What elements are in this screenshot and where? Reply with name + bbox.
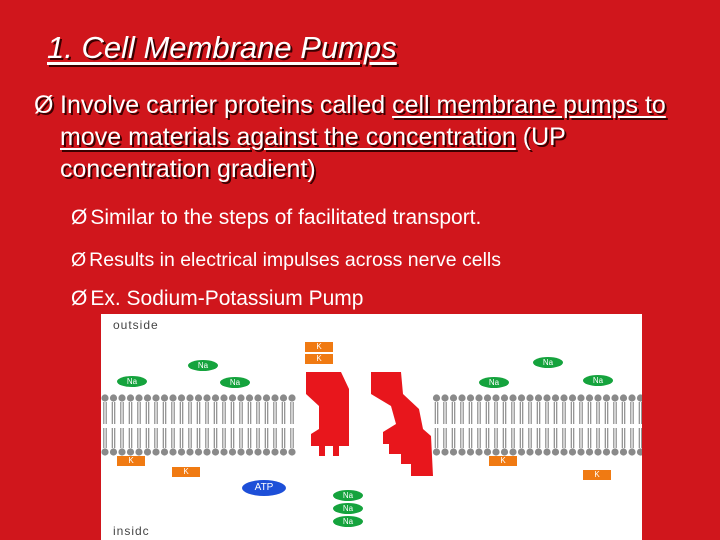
lipid-head [450,448,457,455]
lipid-head [577,394,584,401]
lipid-head [127,394,134,401]
lipid-head [628,394,635,401]
lipid-head [535,394,542,401]
lipid-head [569,394,576,401]
lipid-head [161,448,168,455]
lipid-head [263,394,270,401]
lipid-head [492,394,499,401]
lipid-head [178,394,185,401]
lipid-head [475,448,482,455]
lipid-head [271,448,278,455]
lipid-head [611,394,618,401]
lipid-head [518,394,525,401]
lipid-head [620,448,627,455]
lipid-head [467,394,474,401]
sub-bullet-text: Ex. Sodium-Potassium Pump [90,287,364,310]
potassium-ion: K [172,467,200,477]
membrane-svg [101,314,642,540]
lipid-head [577,448,584,455]
lipid-head [280,394,287,401]
lipid-head [603,448,610,455]
lipid-head [518,448,525,455]
lipid-head [212,394,219,401]
potassium-ion: K [583,470,611,480]
sub-bullet-text: Similar to the steps of facilitated transport. [90,206,482,229]
lipid-head [441,448,448,455]
bullet-arrow: Ø [71,287,88,310]
sub-bullet [71,287,363,311]
lipid-head [450,394,457,401]
lipid-head [441,394,448,401]
sodium-ion: Na [117,376,147,387]
lipid-head [101,394,108,401]
bullet-underlined-term: cell membrane pumps to move materials against the concentration [60,91,666,151]
atp-molecule: ATP [242,480,286,496]
lipid-head [195,394,202,401]
lipid-head [246,394,253,401]
main-bullet-text [60,89,720,185]
lipid-head [552,448,559,455]
lipid-head [484,394,491,401]
lipid-head [271,394,278,401]
lipid-head [169,394,176,401]
lipid-head [552,394,559,401]
lipid-head [543,448,550,455]
slide-title: 1. Cell Membrane Pumps [47,30,397,65]
lipid-head [152,448,159,455]
lipid-head [288,448,295,455]
lipid-head [501,448,508,455]
lipid-head [237,394,244,401]
lipid-head [212,448,219,455]
lipid-head [195,448,202,455]
lipid-head [501,394,508,401]
lipid-head [254,448,261,455]
lipid-head [526,448,533,455]
lipid-head [492,448,499,455]
lipid-head [254,394,261,401]
lipid-head [594,448,601,455]
lipid-head [586,394,593,401]
lipid-head [161,394,168,401]
lipid-head [637,394,642,401]
lipid-head [280,448,287,455]
lipid-head [169,448,176,455]
lipid-head [543,394,550,401]
lipid-head [458,448,465,455]
lipid-head [246,448,253,455]
bullet-text-part: (UP concentration gradient) [60,123,566,183]
sub-bullet [71,249,501,272]
lipid-head [144,448,151,455]
lipid-head [603,394,610,401]
lipid-head [135,448,142,455]
lipid-bilayer [101,394,642,455]
lipid-head [263,448,270,455]
potassium-ion: K [305,342,333,352]
sodium-ion: Na [333,516,363,527]
lipid-head [620,394,627,401]
lipid-head [186,448,193,455]
sodium-ion: Na [479,377,509,388]
pump-protein [306,372,433,476]
sodium-ion: Na [583,375,613,386]
lipid-head [594,394,601,401]
sub-bullet [71,206,481,230]
lipid-head [628,448,635,455]
lipid-head [526,394,533,401]
lipid-head [433,448,440,455]
lipid-head [144,394,151,401]
lipid-head [229,394,236,401]
lipid-head [484,448,491,455]
lipid-head [110,394,117,401]
sub-bullet-text: Results in electrical impulses across nerve cells [89,249,501,271]
lipid-head [458,394,465,401]
potassium-ion: K [489,456,517,466]
lipid-head [637,448,642,455]
lipid-head [560,448,567,455]
bullet-arrow: Ø [71,249,87,271]
bullet-arrow: Ø [34,91,54,119]
pump-left-half [306,372,349,456]
lipid-head [509,448,516,455]
potassium-ion: K [117,456,145,466]
lipid-head [560,394,567,401]
lipid-head [611,448,618,455]
bullet-arrow: Ø [71,206,88,229]
sodium-ion: Na [333,503,363,514]
potassium-ion: K [305,354,333,364]
lipid-head [475,394,482,401]
lipid-head [203,394,210,401]
lipid-head [535,448,542,455]
lipid-head [586,448,593,455]
lipid-head [118,448,125,455]
lipid-head [220,448,227,455]
lipid-head [288,394,295,401]
outside-label: outside [113,318,159,332]
sodium-ion: Na [333,490,363,501]
lipid-head [178,448,185,455]
lipid-head [569,448,576,455]
lipid-head [203,448,210,455]
sodium-ion: Na [188,360,218,371]
lipid-head [509,394,516,401]
lipid-head [127,448,134,455]
lipid-head [118,394,125,401]
lipid-head [433,394,440,401]
pump-right-half [371,372,433,476]
lipid-head [220,394,227,401]
sodium-ion: Na [533,357,563,368]
sodium-ion: Na [220,377,250,388]
lipid-head [229,448,236,455]
lipid-head [237,448,244,455]
lipid-head [152,394,159,401]
lipid-head [467,448,474,455]
lipid-head [135,394,142,401]
sodium-potassium-pump-diagram [101,314,642,540]
lipid-head [110,448,117,455]
bullet-text-part: Involve carrier proteins called [60,91,393,119]
lipid-head [186,394,193,401]
inside-label: insidc [113,524,150,538]
lipid-head [101,448,108,455]
